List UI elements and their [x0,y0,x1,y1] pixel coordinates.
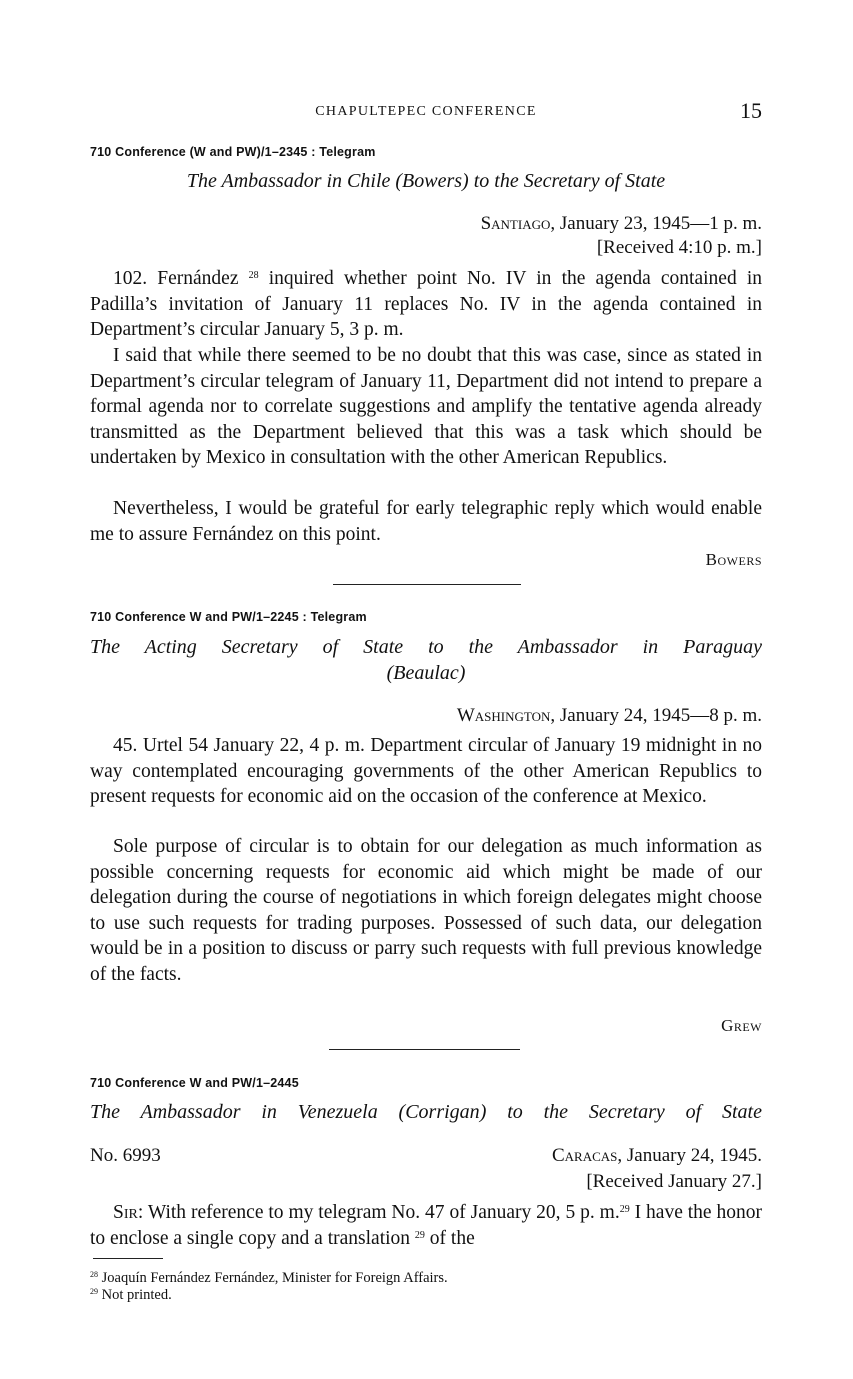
heading-text: The Ambassador in Chile ( [186,170,403,192]
footnote-text: Joaquín Fernández Fernández, Minister for Foreign Affairs. [98,1270,448,1286]
paragraph: Nevertheless, I would be grateful for early telegraphic reply which would enable me to assure Fernández on this point. [90,498,762,545]
footnote-mark: 29 [90,1287,98,1296]
signature: Bowers [705,550,762,569]
footnote-marker: 29 [619,1204,630,1215]
document-heading-continued: (Beaulac) [386,662,466,684]
document-heading [90,168,762,194]
section-divider [329,1049,520,1050]
paragraph-text: inquired whether point No. IV in the agenda contained in Padilla’s invitation of January 11 replaces No. IV in the agenda contained in Department’s circular January 5, 3 p. m. [90,268,762,341]
document-heading [90,1099,762,1125]
heading-text: ) to the Secretary of State [479,1101,762,1123]
salutation: Sir [113,1202,138,1223]
footnote-marker: 28 [248,270,259,281]
footnote-marker: 29 [414,1229,425,1241]
paragraph: Sole purpose of circular is to obtain for our delegation as much information as possible concerning requests for economic aid which might be made of our delegation during the course of negotiations in which foreign delegates might choose to use such requests for trading purposes. Possessed of such data, our delegation would be in a position to discuss or parry such requests with full previous knowledge of the facts. [90,836,762,985]
footnote [90,1270,448,1286]
signature: Grew [721,1016,762,1035]
received-line: [Received January 27.] [586,1171,762,1192]
paragraph: 45. Urtel 54 January 22, 4 p. m. Department circular of January 19 midnight in no way contemplated encouraging governments of the other American Republics to present requests for economic aid on the occasion of the conference at Mexico. [90,735,762,808]
paragraph [90,1200,762,1251]
paragraph-text: : With reference to my telegram No. 47 of January 20, 5 p. m. [137,1202,620,1223]
received-line: [Received 4:10 p. m.] [596,237,762,258]
paragraph-text: I have the honor to enclose a single copy and a translation [90,1202,762,1249]
date: , January 24, 1945. [617,1145,762,1166]
document-page [90,0,762,1379]
file-reference: 710 Conference W and PW/1–2445 [90,1076,299,1090]
dateline [481,211,762,237]
footnote-rule [93,1258,163,1259]
paragraph [90,266,762,343]
heading-text: ) to the Secretary of State [462,170,666,192]
page-number: 15 [740,98,762,123]
document-number: No. 6993 [90,1145,161,1166]
section-divider [333,584,521,585]
place: Caracas [551,1145,618,1166]
footnote [90,1287,172,1303]
file-reference: 710 Conference W and PW/1–2245 : Telegram [90,610,367,624]
heading-name: Corrigan [405,1101,480,1123]
document-heading: The Acting Secretary of State to the Ambassador in Paraguay [90,636,762,658]
paragraph-text: 102. Fernández [113,268,249,289]
date: , January 24, 1945—8 p. m. [550,705,762,726]
paragraph: I said that while there seemed to be no doubt that this was case, since as stated in Department’s circular telegram of January 11, Department did not intend to prepare a formal agenda nor to correlate suggestions and amplify the tentative agenda already transmitted as the Department believed that this was a task which should be undertaken by Mexico in consultation with the other American Republics. [90,345,762,469]
file-reference: 710 Conference (W and PW)/1–2345 : Telegram [90,145,376,159]
heading-name: Bowers [402,170,463,192]
running-title: CHAPULTEPEC CONFERENCE [315,104,537,119]
footnote-mark: 28 [90,1270,98,1279]
place: Washington [456,705,551,726]
place: Santiago [480,213,551,234]
date: , January 23, 1945—1 p. m. [550,213,762,234]
heading-text: The Ambassador in Venezuela ( [90,1101,406,1123]
dateline [457,703,762,729]
running-head [90,98,762,126]
footnote-text: Not printed. [98,1287,172,1303]
paragraph-text: of the [424,1227,475,1249]
dateline [552,1143,762,1169]
